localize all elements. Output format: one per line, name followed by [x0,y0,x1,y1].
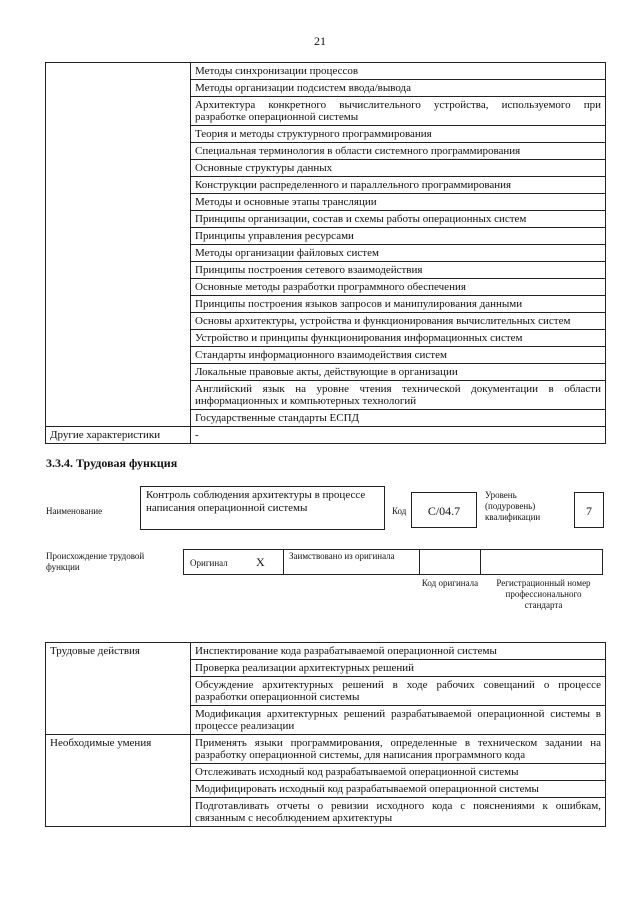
knowledge-item: Принципы построения сетевого взаимодействия [191,262,606,279]
knowledge-label-cell [46,63,191,427]
knowledge-item: Теория и методы структурного программирования [191,126,606,143]
knowledge-item: Основные методы разработки программного обеспечения [191,279,606,296]
code-value: C/04.7 [411,492,477,528]
code-label: Код [392,506,407,516]
required-skills-item: Применять языки программирования, определенные в техническом задании на разработку операционной системы, для написания программного кода [191,735,606,764]
knowledge-item: Принципы организации, состав и схемы работы операционных систем [191,211,606,228]
required-skills-item: Подготавливать отчеты о ревизии исходного кода с пояснениями к ошибкам, связанным с несоблюдением архитектуры [191,798,606,827]
labor-actions-label: Трудовые действия [46,643,191,735]
level-label: Уровень (подуровень) квалификации [485,490,541,522]
knowledge-item: Принципы построения языков запросов и манипулирования данными [191,296,606,313]
table-row [46,63,606,80]
other-characteristics-label: Другие характеристики [46,427,191,444]
knowledge-table [45,62,606,444]
function-name: Контроль соблюдения архитектуры в процессе написания операционной системы [140,486,385,530]
code-caption: Код оригинала [421,578,479,588]
knowledge-item: Основные структуры данных [191,160,606,177]
table-row [46,427,606,444]
page-number: 21 [314,34,326,48]
knowledge-item: Основы архитектуры, устройства и функционирования вычислительных систем [191,313,606,330]
knowledge-item: Принципы управления ресурсами [191,228,606,245]
labor-actions-item: Инспектирование кода разрабатываемой операционной системы [191,643,606,660]
reg-caption: Регистрационный номер профессионального стандарта [496,578,591,610]
knowledge-item: Английский язык на уровне чтения технической документации в области информационных и компьютерных технологий [191,381,606,410]
knowledge-item: Локальные правовые акты, действующие в организации [191,364,606,381]
knowledge-item: Методы и основные этапы трансляции [191,194,606,211]
name-label: Наименование [46,506,103,516]
knowledge-item: Государственные стандарты ЕСПД [191,410,606,427]
other-characteristics-value: - [191,427,606,444]
origin-divider-3 [480,549,481,575]
labor-actions-item: Обсуждение архитектурных решений в ходе рабочих совещаний о процессе разработки операционной системы [191,677,606,706]
required-skills-label: Необходимые умения [46,735,191,827]
table-row [46,643,606,660]
labor-actions-item: Модификация архитектурных решений разрабатываемой операционной системы в процессе реализации [191,706,606,735]
labor-actions-item: Проверка реализации архитектурных решений [191,660,606,677]
knowledge-item: Методы синхронизации процессов [191,63,606,80]
knowledge-item: Конструкции распределенного и параллельного программирования [191,177,606,194]
actions-table [45,642,606,827]
borrowed-label: Заимствовано из оригинала [289,551,395,561]
original-mark: X [256,555,265,569]
original-label: Оригинал [190,558,228,568]
origin-divider-2 [419,549,420,575]
required-skills-item: Модифицировать исходный код разрабатываемой операционной системы [191,781,606,798]
knowledge-item: Архитектура конкретного вычислительного устройства, используемого при разработке операционной системы [191,97,606,126]
knowledge-item: Специальная терминология в области системного программирования [191,143,606,160]
origin-label: Происхождение трудовой функции [46,551,145,572]
knowledge-item: Устройство и принципы функционирования информационных систем [191,330,606,347]
origin-divider-1 [283,549,284,575]
level-value: 7 [574,492,604,528]
section-title: 3.3.4. Трудовая функция [46,456,178,470]
knowledge-item: Методы организации подсистем ввода/вывода [191,80,606,97]
knowledge-item: Стандарты информационного взаимодействия систем [191,347,606,364]
required-skills-item: Отслеживать исходный код разрабатываемой операционной системы [191,764,606,781]
knowledge-item: Методы организации файловых систем [191,245,606,262]
table-row [46,735,606,764]
